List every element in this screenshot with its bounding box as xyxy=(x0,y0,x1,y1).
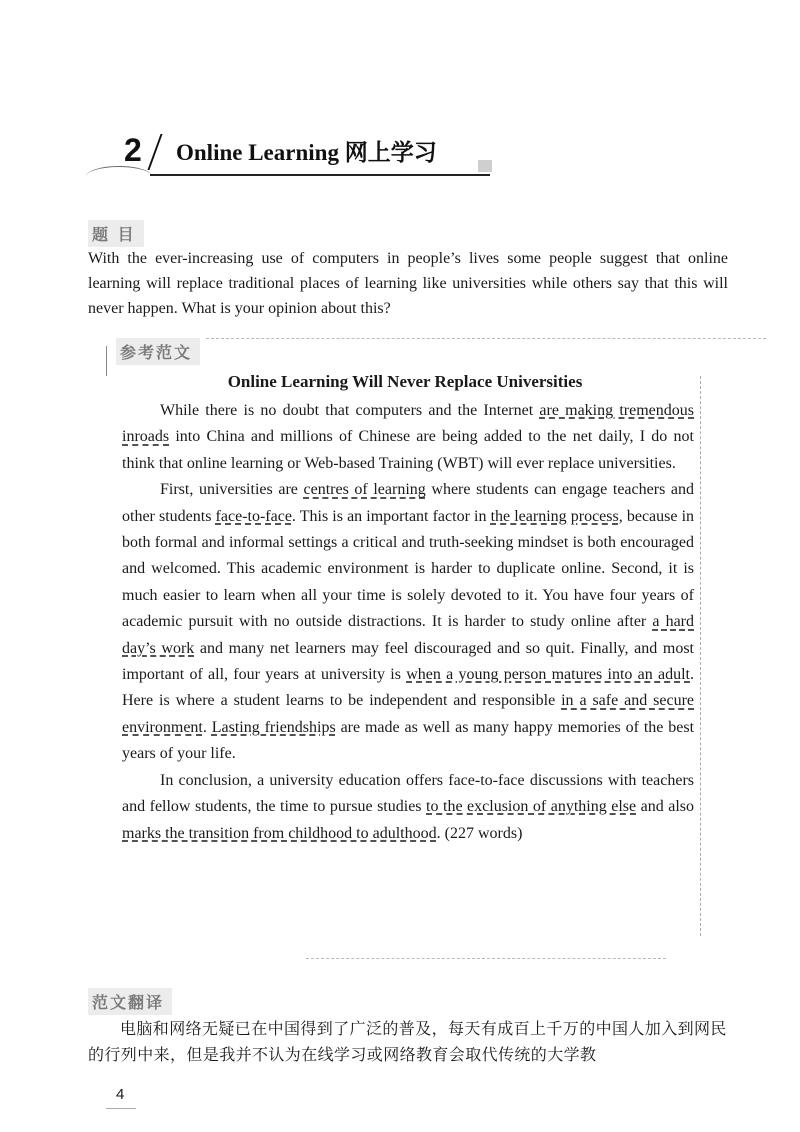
decorative-curl xyxy=(86,166,152,187)
decorative-square xyxy=(478,160,492,172)
essay-text: where students can engage teachers and other students xyxy=(122,481,695,525)
chapter-header xyxy=(86,118,506,188)
essay-text: and many net learners may feel discouraged and so quit. Finally, and most important of all, four years at university is xyxy=(122,639,695,684)
essay-text: . (227 words) xyxy=(436,824,523,842)
underlined-phrase: the learning process xyxy=(490,507,619,525)
underlined-phrase: Lasting friendships xyxy=(211,718,336,736)
essay-text: are made as well as many happy memories of the best years of your life. xyxy=(122,718,695,763)
page-number: 4 xyxy=(116,1086,125,1103)
essay-paragraph-3 xyxy=(122,768,694,847)
underlined-phrase: to the exclusion of anything else xyxy=(426,798,637,816)
box-rule-bottom xyxy=(306,958,666,959)
page-footer-mark xyxy=(106,1108,136,1109)
decorative-slash xyxy=(147,134,162,170)
essay-text: . This is an important factor in xyxy=(291,507,491,525)
underlined-phrase: face-to-face xyxy=(215,507,292,525)
chapter-number: 2 xyxy=(124,132,142,168)
essay-text: While there is no doubt that computers and the Internet xyxy=(160,402,540,419)
header-rule xyxy=(150,174,490,176)
box-rule-top xyxy=(206,338,766,339)
question-label-text: 题 目 xyxy=(92,225,136,244)
essay-title: Online Learning Will Never Replace Universities xyxy=(227,372,583,391)
sample-essay-box xyxy=(106,336,704,958)
translation-label xyxy=(92,990,164,1013)
translation-text: 电脑和网络无疑已在中国得到了广泛的普及，每天有成百上千万的中国人加入到网民的行列中来，但是我并不认为在线学习或网络教育会取代传统的大学教 xyxy=(88,1019,727,1064)
essay-text: . xyxy=(202,718,212,736)
underlined-phrase: in a safe and secure environment xyxy=(122,692,694,736)
essay-paragraph-2 xyxy=(122,477,694,767)
essay-paragraph-1 xyxy=(122,398,694,477)
essay-text: into China and millions of Chinese are being added to the net daily, I do not think that online learning or Web-based Training (WBT) will ever replace universities. xyxy=(122,428,694,472)
essay-text: First, universities are xyxy=(160,481,304,499)
sample-label-text: 参考范文 xyxy=(120,343,193,362)
underlined-phrase: a hard day’s work xyxy=(122,613,694,657)
underlined-phrase: marks the transition from childhood to adulthood xyxy=(122,824,437,842)
question-label xyxy=(92,222,136,245)
box-rule-right xyxy=(700,376,701,936)
question-text: With the ever-increasing use of computers in people’s lives some people suggest that online learning will replace traditional places of learning like universities while others say that this will never happen. What is your opinion about this? xyxy=(88,250,728,317)
essay-text: and also xyxy=(636,798,695,816)
essay-text: . Here is where a student learns to be independent and responsible xyxy=(122,666,695,710)
essay-text: In conclusion, a university education offers face-to-face discussions with teachers and fellow students, the time to pursue studies xyxy=(122,771,694,816)
chapter-title: Online Learning 网上学习 xyxy=(176,140,437,165)
essay-text: , because in both formal and informal settings a critical and truth-seeking mindset is both encouraged and welcomed. This academic environment is harder to duplicate online. Second, it is much easier to learn when all your time is solely devoted to it. You have four years of academic pursuit with no outside distractions. It is harder to study online after xyxy=(122,507,695,631)
sample-label xyxy=(120,340,192,363)
underlined-phrase: when a young person matures into an adult xyxy=(406,666,691,684)
underlined-phrase: are making tremendous inroads xyxy=(122,402,694,446)
translation-label-text: 范文翻译 xyxy=(92,993,165,1012)
essay-body xyxy=(122,398,694,847)
underlined-phrase: centres of learning xyxy=(303,481,426,499)
